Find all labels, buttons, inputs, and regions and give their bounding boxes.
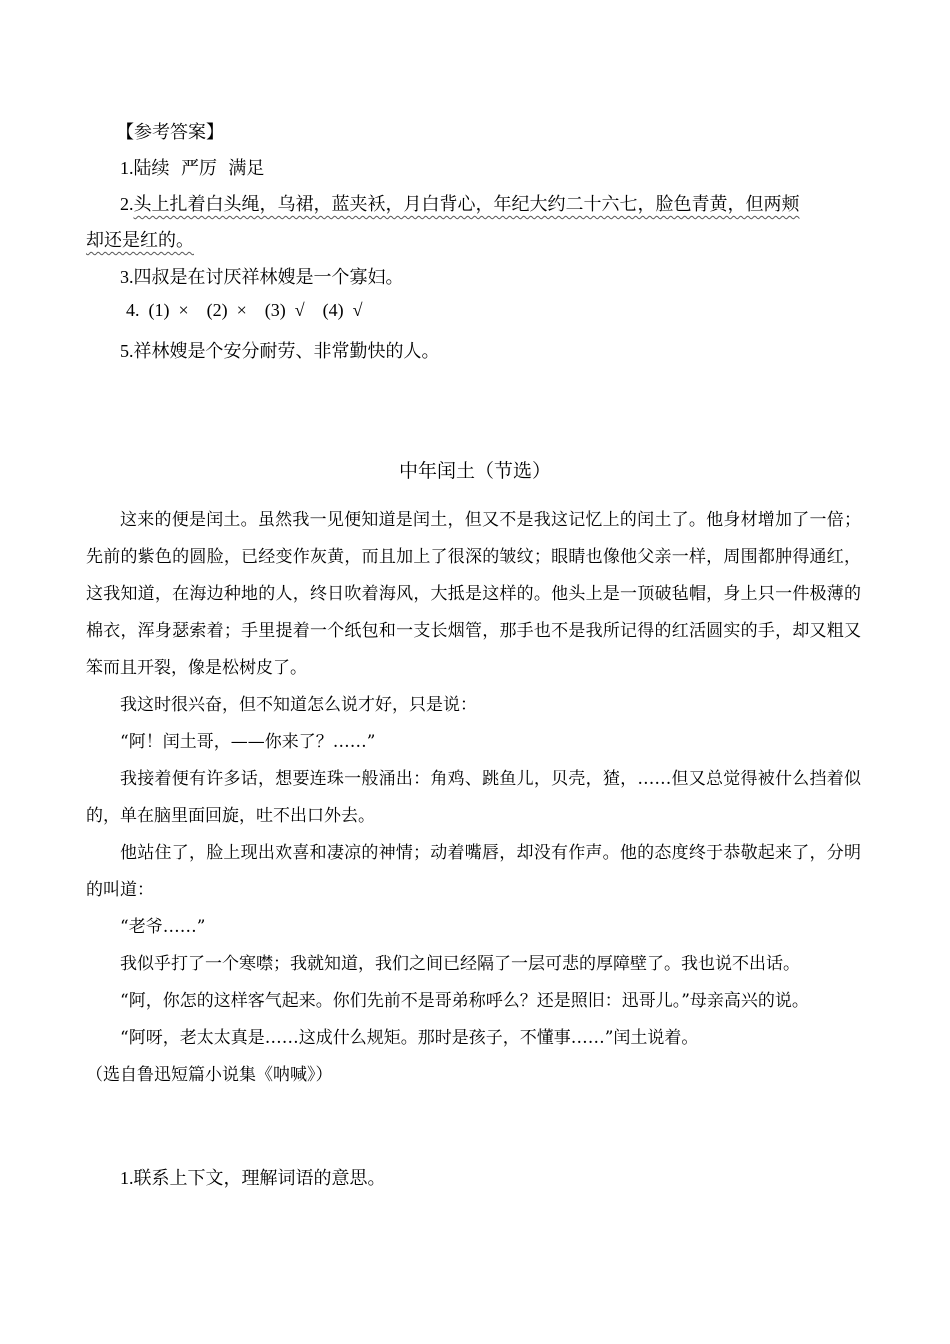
answer-3-number: 3. [120, 267, 134, 287]
answer-heading: 【参考答案】 [116, 122, 224, 143]
answer-2-text-cont: 却还是红的。 [86, 230, 194, 251]
paragraph-3: “阿！闰土哥，——你来了？……” [120, 732, 376, 752]
answer-5 [120, 337, 440, 363]
paragraph-8: “阿，你怎的这样客气起来。你们先前不是哥弟称呼么？还是照旧：迅哥儿。”母亲高兴的说。 [120, 991, 809, 1011]
source-citation: （选自鲁迅短篇小说集《呐喊》） [86, 1065, 333, 1085]
answer-1-number: 1. [120, 158, 134, 178]
answer-2-line2 [86, 226, 194, 252]
paragraph-1: 这来的便是闰土。虽然我一见便知道是闰土，但又不是我这记忆上的闰土了。他身材增加了一倍；先前的紫色的圆脸，已经变作灰黄，而且加上了很深的皱纹；眼睛也像他父亲一样，周围都肿得通红，这我知道，在海边种地的人，终日吹着海风，大抵是这样的。他头上是一顶破毡帽，身上只一件极薄的棉衣，浑身瑟索着；手里提着一个纸包和一支长烟管，那手也不是我所记得的红活圆实的手，却又粗又笨而且开裂，像是松树皮了。 [86, 510, 861, 678]
paragraph-6: “老爷……” [120, 917, 206, 937]
passage-title: 中年闰土（节选） [398, 460, 551, 482]
question-1-number: 1. [120, 1168, 134, 1188]
paragraph-5: 他站住了，脸上现出欢喜和凄凉的神情；动着嘴唇，却没有作声。他的态度终于恭敬起来了，分明的叫道： [86, 843, 861, 900]
answer-5-number: 5. [120, 341, 134, 361]
paragraph-2: 我这时很兴奋，但不知道怎么说才好，只是说： [120, 695, 477, 715]
answer-5-text: 祥林嫂是个安分耐劳、非常勤快的人。 [133, 341, 440, 362]
answer-1 [120, 154, 264, 180]
answer-2-number: 2. [120, 194, 134, 214]
answer-3-text: 四叔是在讨厌祥林嫂是一个寡妇。 [133, 267, 404, 288]
answer-2-line1 [120, 190, 800, 216]
paragraph-9: “阿呀，老太太真是……这成什么规矩。那时是孩子，不懂事……”闰土说着。 [120, 1028, 699, 1048]
paragraph-4: 我接着便有许多话，想要连珠一般涌出：角鸡、跳鱼儿，贝壳，猹，……但又总觉得被什么挡着似的，单在脑里面回旋，吐不出口外去。 [86, 769, 861, 826]
passage-body [86, 502, 861, 1094]
question-1 [120, 1164, 386, 1190]
answer-4: 4. (1) × (2) × (3) √ (4) √ [126, 300, 363, 320]
question-1-text: 联系上下文，理解词语的意思。 [133, 1168, 386, 1189]
answer-3 [120, 263, 404, 289]
answer-1-text: 陆续 严厉 满足 [133, 158, 265, 179]
answer-2-text: 头上扎着白头绳，乌裙，蓝夹袄，月白背心，年纪大约二十六七，脸色青黄，但两颊 [133, 194, 800, 215]
paragraph-7: 我似乎打了一个寒噤；我就知道，我们之间已经隔了一层可悲的厚障壁了。我也说不出话。 [120, 954, 800, 974]
